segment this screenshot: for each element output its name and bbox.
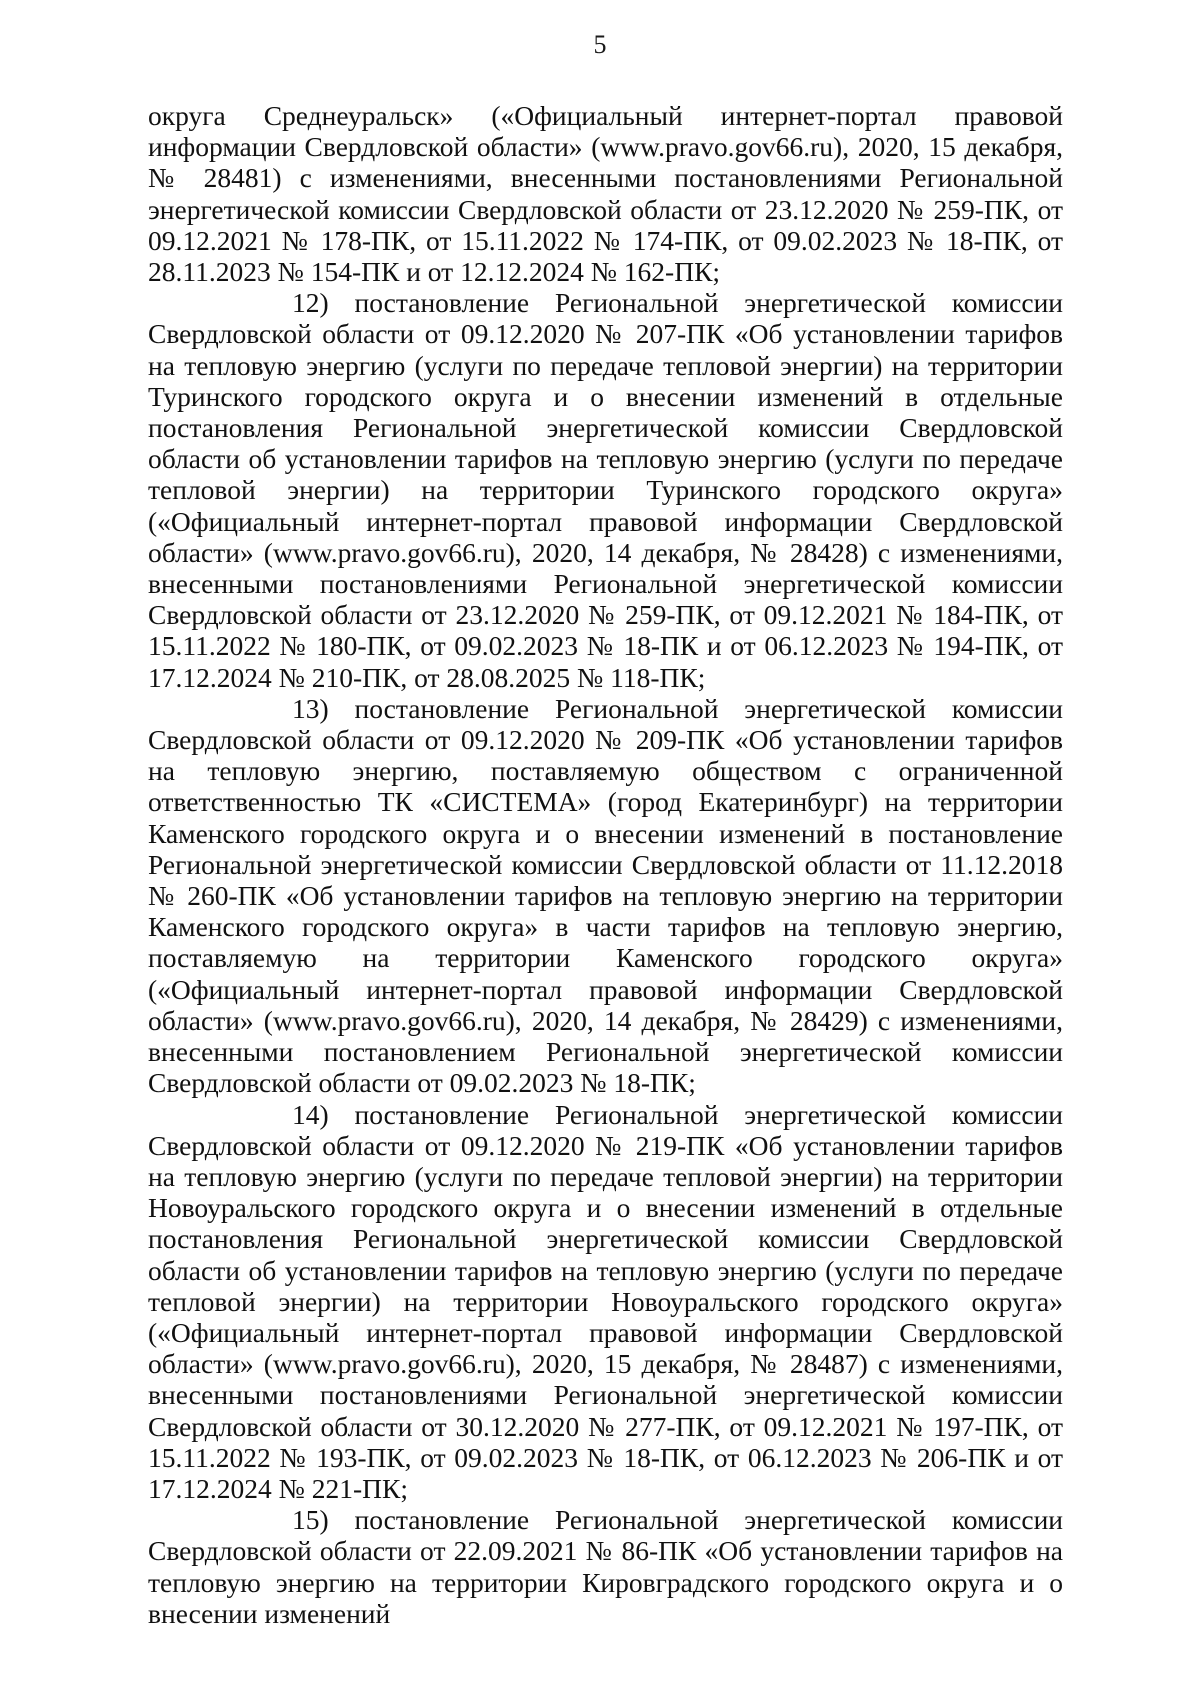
list-item-15	[148, 1504, 1063, 1629]
list-item-13	[148, 693, 1063, 1099]
list-item-text: постановление Региональной энергетической комиссии Свердловской области от 09.12.2020 № 207-ПК «Об установлении тарифов на тепловую энергию (услуги по передаче тепловой энергии) на территории Туринского городского округа и о внесении изменений в отдельные постановления Региональной энергетической комиссии Свердловской области об установлении тарифов на тепловую энергию (услуги по передаче тепловой энергии) на территории Туринского городского округа» («Официальный интернет-портал правовой информации Свердловской области» (www.pravo.gov66.ru), 2020, 14 декабря, № 28428) с изменениями, внесенными постановлениями Региональной энергетической комиссии Свердловской области от 23.12.2020 № 259-ПК, от 09.12.2021 № 184-ПК, от 15.11.2022 № 180-ПК, от 09.02.2023 № 18-ПК и от 06.12.2023 № 194-ПК, от 17.12.2024 № 210-ПК, от 28.08.2025 № 118-ПК;	[148, 287, 1064, 693]
list-item-12	[148, 287, 1063, 693]
list-item-number: 14)	[292, 1098, 329, 1130]
list-item-text: постановление Региональной энергетической комиссии Свердловской области от 22.09.2021 № 86-ПК «Об установлении тарифов на тепловую энергию на территории Кировградского городского округа и о внесении изменений	[148, 1504, 1064, 1629]
page-number: 5	[593, 30, 607, 59]
list-item-number: 13)	[292, 692, 329, 724]
paragraph-text: округа Среднеуральск» («Официальный интернет-портал правовой информации Свердловской области» (www.pravo.gov66.ru), 2020, 15 декабря, № 28481) с изменениями, внесенными постановлениями Региональной энергетической комиссии Свердловской области от 23.12.2020 № 259-ПК, от 09.12.2021 № 178-ПК, от 15.11.2022 № 174-ПК, от 09.02.2023 № 18-ПК, от 28.11.2023 № 154-ПК и от 12.12.2024 № 162-ПК;	[148, 100, 1063, 288]
list-item-14	[148, 1099, 1063, 1505]
list-item-text: постановление Региональной энергетической комиссии Свердловской области от 09.12.2020 № 209-ПК «Об установлении тарифов на тепловую энергию, поставляемую обществом с ограниченной ответственностью ТК «СИСТЕМА» (город Екатеринбург) на территории Каменского городского округа и о внесении изменений в постановление Региональной энергетической комиссии Свердловской области от 11.12.2018 № 260-ПК «Об установлении тарифов на тепловую энергию на территории Каменского городского округа» в части тарифов на тепловую энергию, поставляемую на территории Каменского городского округа» («Официальный интернет-портал правовой информации Свердловской области» (www.pravo.gov66.ru), 2020, 14 декабря, № 28429) с изменениями, внесенными постановлением Региональной энергетической комиссии Свердловской области от 09.02.2023 № 18-ПК;	[148, 692, 1064, 1099]
list-item-text: постановление Региональной энергетической комиссии Свердловской области от 09.12.2020 № 219-ПК «Об установлении тарифов на тепловую энергию (услуги по передаче тепловой энергии) на территории Новоуральского городского округа и о внесении изменений в отдельные постановления Региональной энергетической комиссии Свердловской области об установлении тарифов на тепловую энергию (услуги по передаче тепловой энергии) на территории Новоуральского городского округа» («Официальный интернет-портал правовой информации Свердловской области» (www.pravo.gov66.ru), 2020, 15 декабря, № 28487) с изменениями, внесенными постановлениями Региональной энергетической комиссии Свердловской области от 30.12.2020 № 277-ПК, от 09.12.2021 № 197-ПК, от 15.11.2022 № 193-ПК, от 09.02.2023 № 18-ПК, от 06.12.2023 № 206-ПК и от 17.12.2024 № 221-ПК;	[148, 1098, 1064, 1504]
list-item-number: 12)	[292, 287, 329, 319]
list-item-number: 15)	[292, 1504, 329, 1536]
paragraph-continuation	[148, 100, 1063, 287]
document-body	[148, 100, 1063, 1629]
